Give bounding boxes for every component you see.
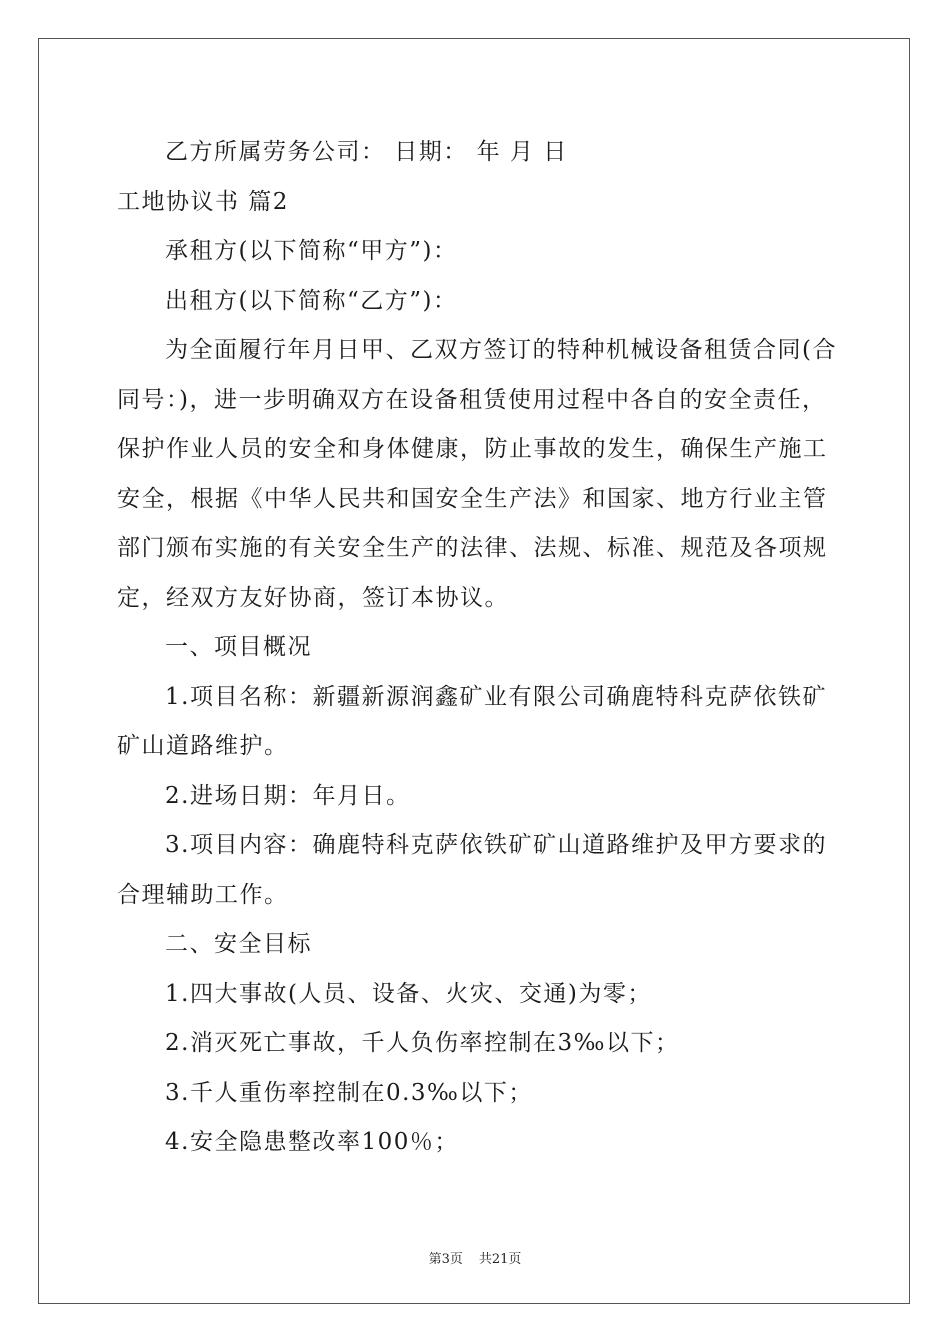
section-title: 工地协议书 篇2 — [117, 188, 289, 215]
document-body — [117, 128, 837, 1168]
heading-safety-goals: 二、安全目标 — [165, 931, 312, 957]
current-page-number: 第3页 — [428, 1252, 463, 1267]
paragraph-project-name: 1.项目名称：新疆新源润鑫矿业有限公司确鹿特科克萨依铁矿矿山道路维护。 — [117, 683, 827, 759]
paragraph-lessee: 承租方(以下简称“甲方”)： — [165, 238, 458, 264]
paragraph-signature-line: 乙方所属劳务公司： 日期： 年 月 日 — [165, 139, 568, 165]
list-item-goal-1: 1.四大事故(人员、设备、火灾、交通)为零； — [165, 980, 652, 1007]
list-item-goal-4: 4.安全隐患整改率100％； — [165, 1129, 459, 1155]
list-item-goal-3: 3.千人重伤率控制在0.3‰以下； — [165, 1079, 533, 1106]
total-page-count: 共21页 — [478, 1252, 522, 1267]
paragraph-project-content: 3.项目内容：确鹿特科克萨依铁矿矿山道路维护及甲方要求的合理辅助工作。 — [117, 832, 827, 908]
heading-project-overview: 一、项目概况 — [165, 634, 312, 660]
paragraph-preamble: 为全面履行年月日甲、乙双方签订的特种机械设备租赁合同(合同号：)，进一步明确双方在设备租赁使用过程中各自的安全责任，保护作业人员的安全和身体健康，防止事故的发生，确保生产施工安全，根据《中华人民共和国安全生产法》和国家、地方行业主管部门颁布实施的有关安全生产的法律、法规、标准、规范及各项规定，经双方友好协商，签订本协议。 — [117, 337, 837, 611]
paragraph-lessor: 出租方(以下简称“乙方”)： — [165, 287, 458, 314]
paragraph-entry-date: 2.进场日期：年月日。 — [165, 782, 411, 809]
list-item-goal-2: 2.消灭死亡事故，千人负伤率控制在3‰以下； — [165, 1030, 680, 1056]
page-footer — [0, 1248, 950, 1267]
